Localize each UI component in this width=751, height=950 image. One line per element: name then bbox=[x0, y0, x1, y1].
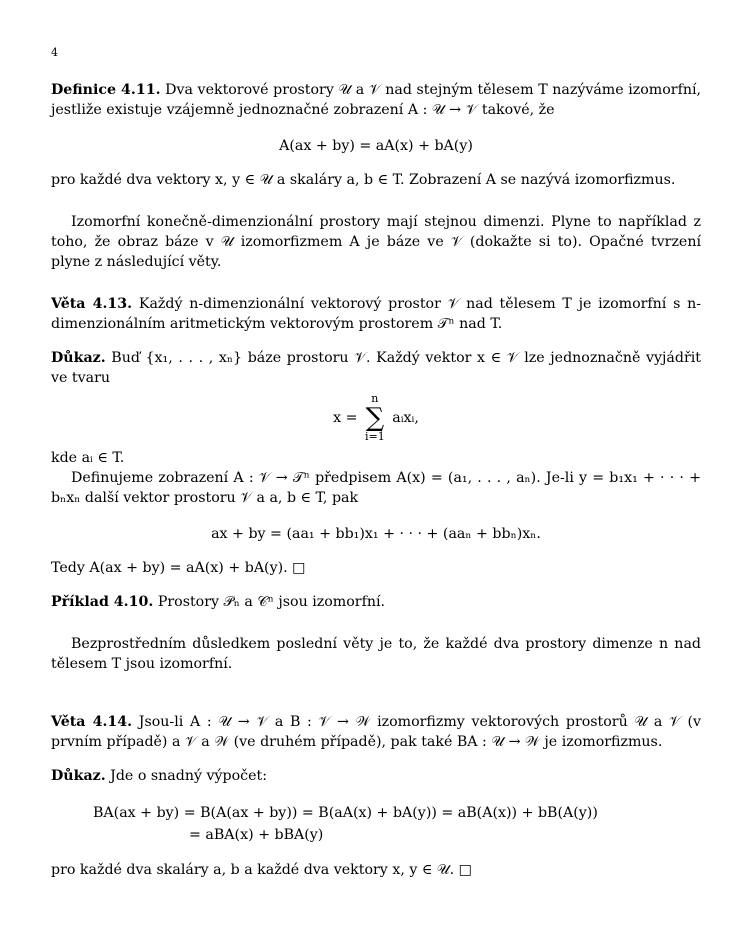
remark-dimension: Izomorfní konečně-dimenzionální prostory mají stejnou dimenzi. Plyne to například z toho, že obraz báze v 𝒰 izomorfizmem A je báze ve 𝒱 (dokažte si to). Opačné tvrzení plyne z následující věty. bbox=[51, 214, 701, 270]
definition-paragraph bbox=[51, 80, 701, 120]
proof-2-after: pro každé dva skaláry a, b a každé dva vektory x, y ∈ 𝒰. □ bbox=[51, 862, 473, 878]
composition-line-2: = aBA(x) + bBA(y) bbox=[189, 827, 324, 843]
example-body: Prostory 𝒫ₙ a 𝒞ⁿ jsou izomorfní. bbox=[157, 594, 385, 610]
proof-4-14 bbox=[51, 766, 701, 786]
theorem-4-14-heading: Věta 4.14. bbox=[51, 714, 133, 730]
definition-after: pro každé dva vektory x, y ∈ 𝒰 a skaláry a, b ∈ T. Zobrazení A se nazývá izomorfizmus. bbox=[51, 172, 676, 188]
page-number: 4 bbox=[51, 46, 58, 59]
theorem-4-14-body: Jsou-li A : 𝒰 → 𝒱 a B : 𝒱 → 𝒲 izomorfizmy vektorových prostorů 𝒰 a 𝒱 (v prvním případě) a 𝒱 a 𝒲 (ve druhém případě), pak také BA : 𝒰 → 𝒲 je izomorfizmus. bbox=[51, 714, 701, 750]
example-heading: Příklad 4.10. bbox=[51, 594, 154, 610]
proof-where: kde aᵢ ∈ T. bbox=[51, 450, 125, 466]
proof-body: Buď {x₁, . . . , xₙ} báze prostoru 𝒱. Každý vektor x ∈ 𝒱 lze jednoznačně vyjádřit ve tvaru bbox=[51, 350, 701, 386]
sum-lower-limit: i=1 bbox=[364, 430, 385, 443]
proof-conclusion: Tedy A(ax + by) = aA(x) + bA(y). □ bbox=[51, 560, 306, 576]
sum-upper-limit: n bbox=[371, 392, 379, 405]
proof-2-heading: Důkaz. bbox=[51, 768, 106, 784]
proof-4-13 bbox=[51, 348, 701, 388]
theorem-4-13 bbox=[51, 294, 701, 334]
sum-equation bbox=[51, 392, 701, 444]
sum-symbol: ∑ bbox=[365, 403, 385, 433]
linear-combination-equation: ax + by = (aa₁ + bb₁)x₁ + · · · + (aaₙ + bbₙ)xₙ. bbox=[211, 526, 541, 542]
theorem-4-13-heading: Věta 4.13. bbox=[51, 296, 133, 312]
theorem-4-14 bbox=[51, 712, 701, 752]
sum-lhs: x = bbox=[333, 410, 358, 426]
page-content bbox=[51, 80, 701, 880]
proof-2-body: Jde o snadný výpočet: bbox=[110, 768, 267, 784]
sum-rhs: aᵢxᵢ, bbox=[392, 410, 419, 426]
proof-heading: Důkaz. bbox=[51, 350, 106, 366]
proof-define: Definujeme zobrazení A : 𝒱 → 𝒯ⁿ předpisem A(x) = (a₁, . . . , aₙ). Je-li y = b₁x₁ + · · · + bₙxₙ další vektor prostoru 𝒱 a a, b ∈ T, pak bbox=[51, 470, 701, 506]
composition-equation bbox=[93, 802, 701, 846]
composition-line-1: BA(ax + by) = B(A(ax + by)) = B(aA(x) + bA(y)) = aB(A(x)) + bB(A(y)) bbox=[93, 805, 598, 821]
definition-body: Dva vektorové prostory 𝒰 a 𝒱 nad stejným tělesem T nazýváme izomorfní, jestliže existuje vzájemně jednoznačné zobrazení A : 𝒰 → 𝒱 takové, že bbox=[51, 82, 702, 118]
definition-equation: A(ax + by) = aA(x) + bA(y) bbox=[279, 138, 473, 154]
example-4-10 bbox=[51, 592, 701, 612]
remark-consequence: Bezprostředním důsledkem poslední věty je to, že každé dva prostory dimenze n nad tělesem T jsou izomorfní. bbox=[51, 636, 701, 672]
sum-operator bbox=[365, 392, 385, 444]
theorem-4-13-body: Každý n-dimenzionální vektorový prostor 𝒱 nad tělesem T je izomorfní s n-dimenzionálním aritmetickým vektorovým prostorem 𝒯ⁿ nad T. bbox=[51, 296, 701, 332]
definition-heading: Definice 4.11. bbox=[51, 82, 161, 98]
